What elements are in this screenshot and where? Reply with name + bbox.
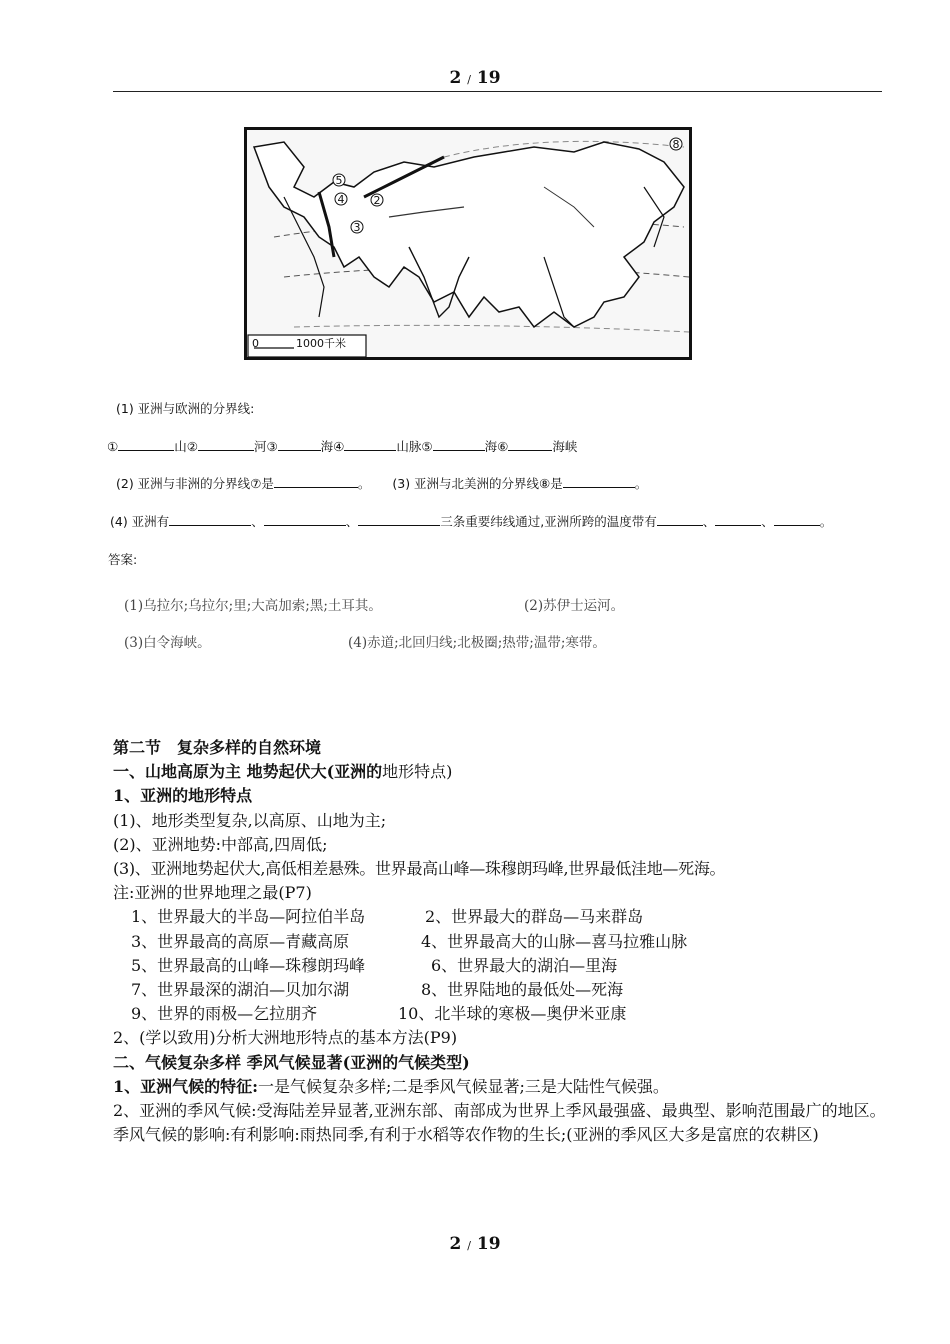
- paragraph-rest: 一是气候复杂多样;二是季风气候显著;三是大陆性气候强。: [258, 1076, 669, 1096]
- heading-2: 二、气候复杂多样 季风气候显著(亚洲的气候类型): [113, 1052, 470, 1072]
- paragraph: [113, 1075, 888, 1099]
- answer-label: 答案:: [108, 552, 138, 567]
- fact: 9、世界的雨极—乞拉朋齐: [131, 1004, 318, 1024]
- blank[interactable]: [774, 512, 820, 526]
- answer-2: (2)苏伊士运河。: [524, 598, 625, 614]
- question-2-text: (2) 亚洲与非洲的分界线⑦是: [116, 476, 274, 491]
- blank-label: 海④: [320, 439, 345, 454]
- paragraph: (3)、亚洲地势起伏大,高低相差悬殊。世界最高山峰—珠穆朗玛峰,世界最低洼地—死海。: [113, 859, 726, 879]
- paragraph: 2、亚洲的季风气候:受海陆差异显著,亚洲东部、南部成为世界上季风最强盛、最典型、影响范围最广的地区。: [113, 1101, 886, 1121]
- paragraph: 2、(学以致用)分析大洲地形特点的基本方法(P9): [113, 1028, 458, 1048]
- section-body: [113, 736, 888, 1147]
- blank[interactable]: [274, 474, 358, 488]
- note: 注:亚洲的世界地理之最(P7): [113, 883, 312, 903]
- blank[interactable]: [118, 437, 174, 451]
- question-1: (1) 亚洲与欧洲的分界线:: [116, 401, 255, 416]
- page-number-header: [0, 68, 950, 88]
- fact: 2、世界最大的群岛—马来群岛: [425, 907, 644, 927]
- paragraph-bold: 1、亚洲气候的特征:: [113, 1076, 259, 1096]
- scale-label: 1000千米: [296, 337, 346, 350]
- page-separator: /: [467, 73, 471, 86]
- fact: 3、世界最高的高原—青藏高原: [131, 931, 350, 951]
- punct: 。: [634, 476, 648, 491]
- heading-1: [113, 760, 888, 784]
- page-total: 19: [476, 1234, 501, 1254]
- page-current: 2: [449, 1234, 462, 1254]
- blank[interactable]: [657, 512, 703, 526]
- punct: 、: [251, 514, 264, 529]
- asia-boundary-map: [244, 127, 692, 360]
- fact: 4、世界最高大的山脉—喜马拉雅山脉: [421, 931, 688, 951]
- blank[interactable]: [563, 474, 635, 488]
- blank-label: 海峡: [552, 439, 578, 454]
- paragraph: (2)、亚洲地势:中部高,四周低;: [113, 834, 328, 854]
- page-separator: /: [467, 1239, 471, 1252]
- subheading-1: 1、亚洲的地形特点: [113, 786, 253, 806]
- question-3-text: (3) 亚洲与北美洲的分界线⑧是: [392, 476, 563, 491]
- fact-row: [131, 905, 888, 929]
- blank-label: 河③: [253, 439, 278, 454]
- fact: 8、世界陆地的最低处—死海: [421, 980, 624, 1000]
- blank-label: 海⑥: [484, 439, 509, 454]
- question-1-blanks: [107, 437, 577, 455]
- question-4: [110, 512, 832, 530]
- blank[interactable]: [264, 512, 346, 526]
- fact: 1、世界最大的半岛—阿拉伯半岛: [131, 907, 366, 927]
- heading-1-rest: 地形特点): [382, 762, 453, 782]
- punct: 。: [357, 476, 371, 491]
- paragraph: (1)、地形类型复杂,以高原、山地为主;: [113, 810, 387, 830]
- marker-2: 2: [373, 194, 381, 207]
- punct: 。: [819, 514, 833, 529]
- blank[interactable]: [169, 512, 251, 526]
- marker-5: 5: [335, 174, 343, 187]
- punct: 、: [345, 514, 359, 529]
- blank[interactable]: [344, 437, 396, 451]
- blank[interactable]: [715, 512, 761, 526]
- punct: 、: [702, 514, 716, 529]
- blank-label: ①: [107, 439, 119, 454]
- blank-label: 山脉⑤: [396, 439, 433, 454]
- page-current: 2: [449, 68, 462, 88]
- blank[interactable]: [433, 437, 485, 451]
- heading-1-bold: 一、山地高原为主 地势起伏大(亚洲的: [113, 762, 383, 782]
- blank[interactable]: [508, 437, 552, 451]
- page-number-footer: [0, 1234, 950, 1254]
- fact-row: [131, 930, 888, 954]
- blank[interactable]: [278, 437, 321, 451]
- scale-zero: 0: [252, 337, 259, 350]
- fact: 10、北半球的寒极—奥伊米亚康: [398, 1004, 627, 1024]
- answer-3: (3)白令海峡。: [124, 635, 211, 651]
- blank[interactable]: [358, 512, 440, 526]
- answer-4: (4)赤道;北回归线;北极圈;热带;温带;寒带。: [348, 635, 606, 651]
- page-total: 19: [476, 68, 501, 88]
- header-rule: [113, 91, 882, 92]
- facts-list: [113, 905, 888, 1026]
- answer-1: (1)乌拉尔;乌拉尔;里;大高加索;黑;土耳其。: [124, 598, 382, 614]
- fact-row: [131, 978, 888, 1002]
- fact: 5、世界最高的山峰—珠穆朗玛峰: [131, 955, 366, 975]
- marker-8: 8: [672, 138, 680, 151]
- marker-4: 4: [337, 193, 345, 206]
- blank-label: 山②: [174, 439, 198, 454]
- question-4-text: (4) 亚洲有: [110, 514, 170, 529]
- section-title: 第二节 复杂多样的自然环境: [113, 738, 322, 757]
- question-4-text-b: 三条重要纬线通过,亚洲所跨的温度带有: [440, 514, 657, 529]
- paragraph: 季风气候的影响:有利影响:雨热同季,有利于水稻等农作物的生长;(亚洲的季风区大多是富庶的农耕区): [113, 1125, 819, 1145]
- marker-3: 3: [353, 221, 361, 234]
- blank[interactable]: [198, 437, 254, 451]
- fact-row: [131, 954, 888, 978]
- fact-row: [131, 1002, 888, 1026]
- punct: 、: [761, 514, 774, 529]
- question-2-3: [116, 474, 647, 492]
- map-figure: [244, 127, 692, 360]
- fact: 7、世界最深的湖泊—贝加尔湖: [131, 980, 350, 1000]
- fact: 6、世界最大的湖泊—里海: [431, 955, 618, 975]
